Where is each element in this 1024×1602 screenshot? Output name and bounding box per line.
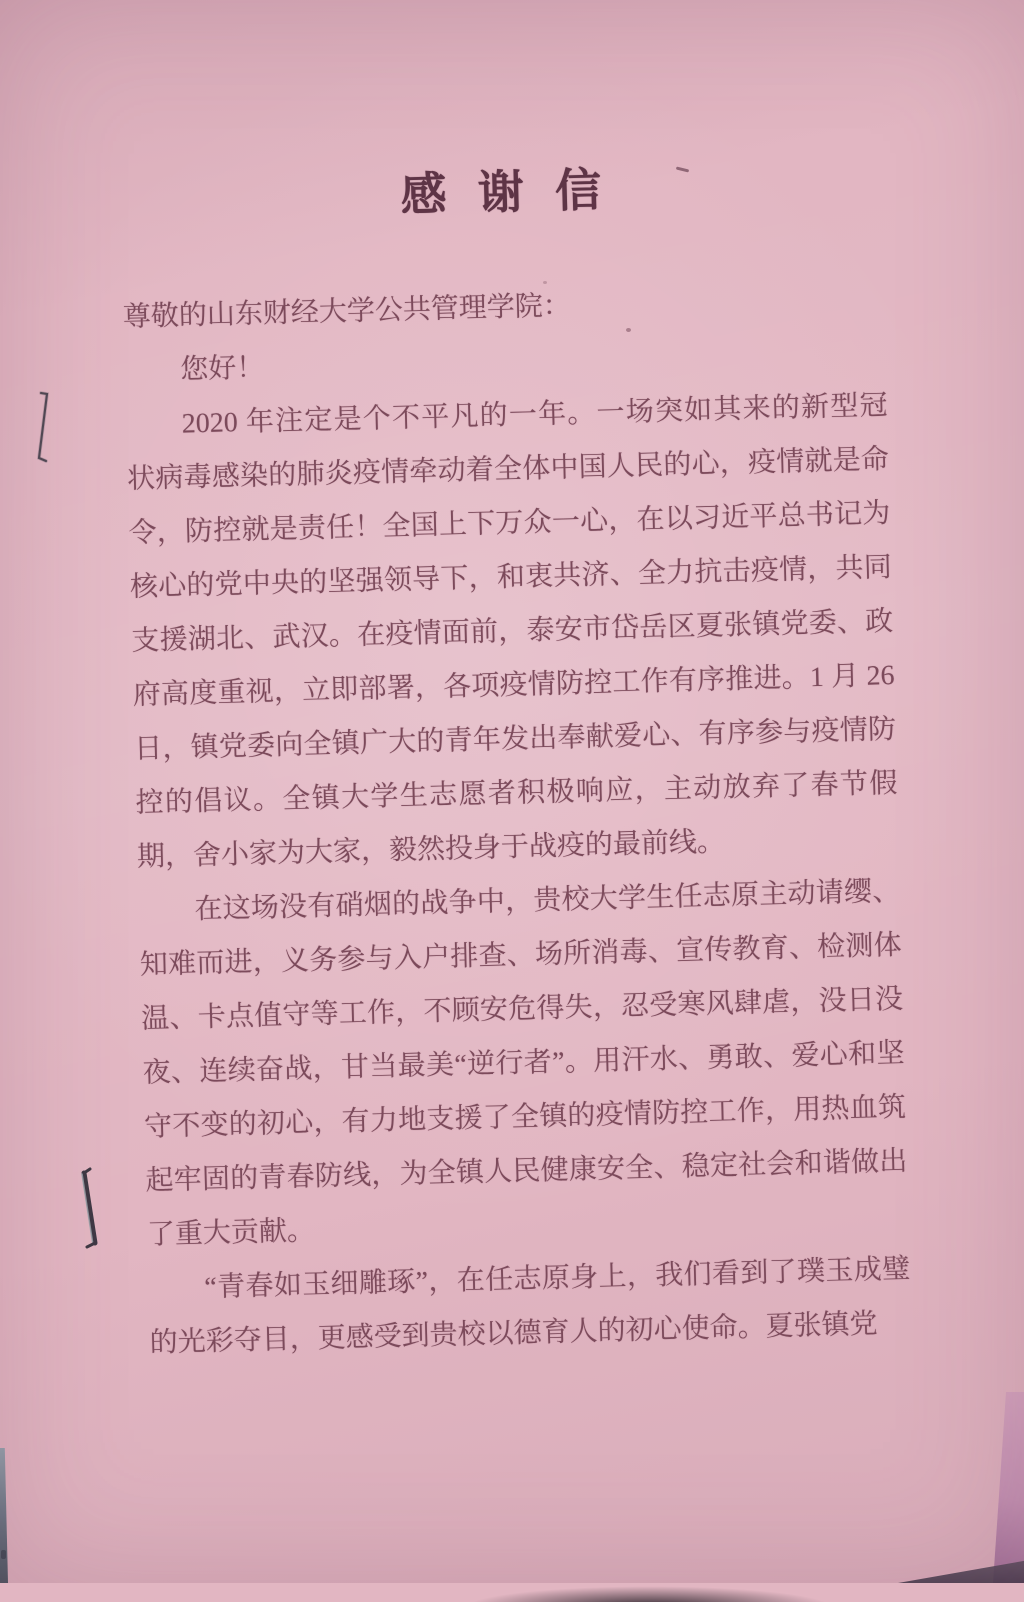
letter-paragraph-1: 2020 年注定是个不平凡的一年。一场突如其来的新型冠状病毒感染的肺炎疫情牵动着全体中国人民的心，疫情就是命令，防控就是责任！全国上下万众一心，在以习近平总书记为核心的党中央的坚强领导下，和衷共济、全力抗击疫情，共同支援湖北、武汉。在疫情面前，泰安市岱岳区夏张镇党委、政府高度重视，立即部署，各项疫情防控工作有序推进。1 月 26 日，镇党委向全镇广大的青年发出奉献爱心、有序参与疫情防控的倡议。全镇大学生志愿者积极响应，主动放弃了春节假期，舍小家为大家，毅然投身于战疫的最前线。 xyxy=(126,390,898,873)
staple-icon xyxy=(30,388,54,468)
page-title: 感谢信 xyxy=(399,162,633,221)
thank-you-letter xyxy=(119,140,912,1371)
paper-edge-shadow xyxy=(410,1568,870,1602)
staple-icon xyxy=(76,1166,102,1252)
underlying-sheet-edge xyxy=(993,1392,1024,1583)
letter-paragraph-2: 在这场没有硝烟的战争中，贵校大学生任志原主动请缨、知难而进，义务参与入户排查、场所消毒、宣传教育、检测体温、卡点值守等工作，不顾安危得失，忍受寒风肆虐，没日没夜、连续奋战，甘当最美“逆行者”。用汗水、勇敢、爱心和坚守不变的初心，有力地支援了全镇的疫情防控工作，用热血筑起牢固的青春防线，为全镇人民健康安全、稳定社会和谐做出了重大贡献。 xyxy=(139,875,908,1251)
table-edge-speck xyxy=(1,1550,6,1559)
recipient-line: 尊敬的山东财经大学公共管理学院： xyxy=(122,290,572,334)
greeting-line: 您好！ xyxy=(179,352,265,386)
letter-paragraph-3: “青春如玉细雕琢”，在任志原身上，我们看到了璞玉成璧的光彩夺目，更感受到贵校以德育人的初心使命。夏张镇党 xyxy=(149,1253,911,1359)
table-edge xyxy=(0,1448,8,1583)
